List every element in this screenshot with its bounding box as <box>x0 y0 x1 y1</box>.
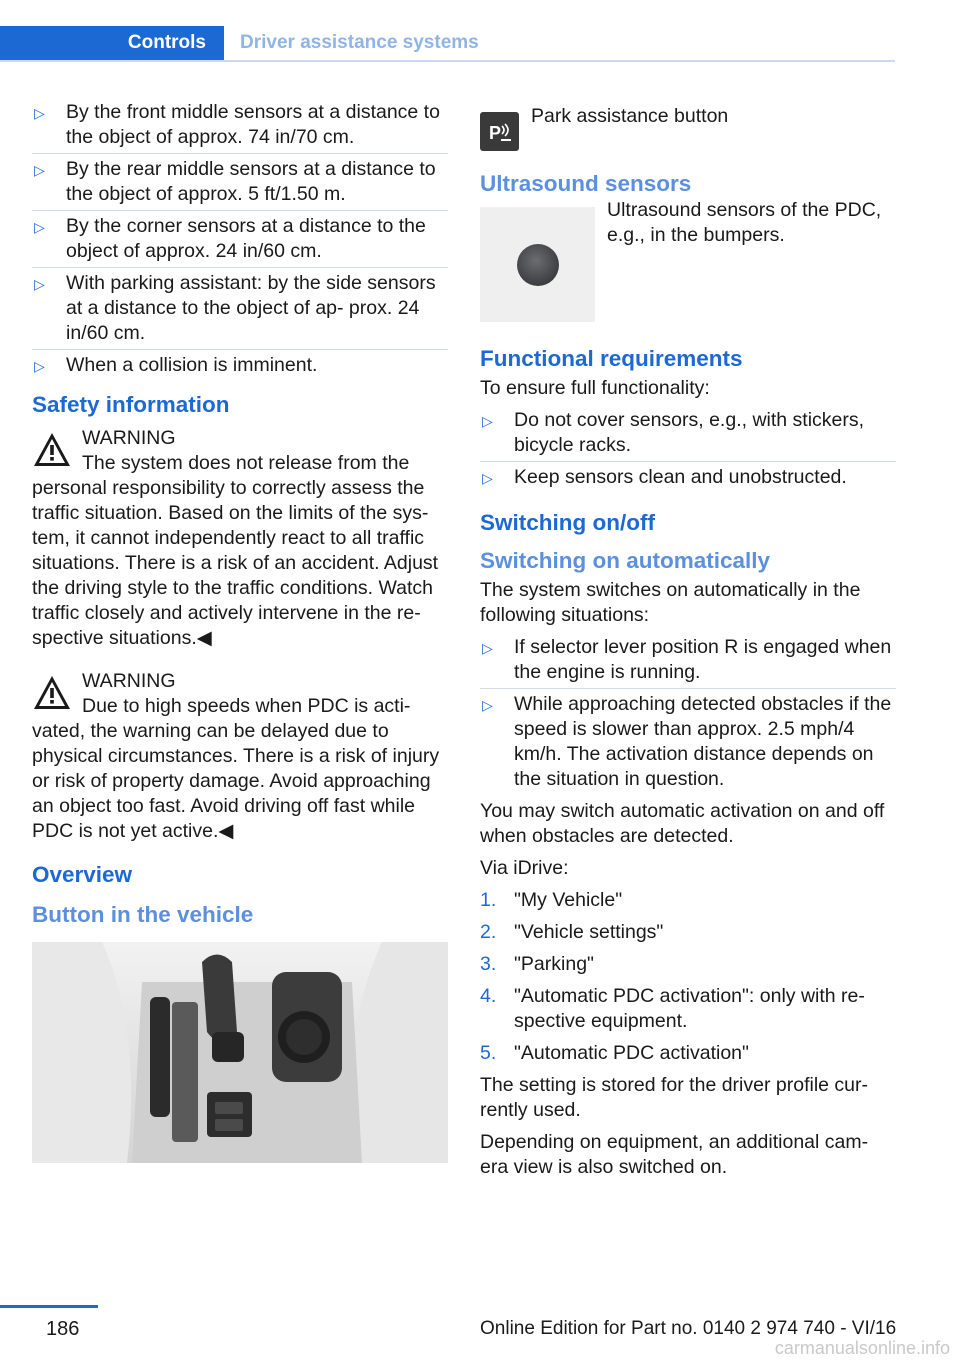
idrive-steps <box>480 888 896 1066</box>
triangle-bullet-icon: ▷ <box>482 413 493 429</box>
list-item: ▷ By the rear middle sensors at a distance to the object of approx. 5 ft/1.50 m. <box>32 157 448 207</box>
triangle-bullet-icon: ▷ <box>482 697 493 713</box>
list-item: ▷ While approaching detected obstacles if the speed is slower than approx. 2.5 mph/4 km/h. The activation distance depends on the situation in question. <box>482 693 892 790</box>
list-item: ▷ With parking assistant: by the side sensors at a distance to the object of ap‐ prox. 24 in/60 cm. <box>32 271 448 346</box>
warning-trigger-list <box>32 100 448 378</box>
divider <box>32 349 448 350</box>
auto-note: You may switch automatic activation on and off when obstacles are detected. <box>480 800 885 847</box>
list-item: ▷ If selector lever position R is engaged when the engine is running. <box>480 635 896 685</box>
via-idrive: Via iDrive: <box>480 857 569 879</box>
stored-text: The setting is stored for the driver profile cur‐ rently used. <box>480 1074 868 1121</box>
watermark: carmanualsonline.info <box>774 1338 950 1358</box>
warning-block-1 <box>32 426 448 651</box>
functional-heading: Functional requirements <box>480 346 743 371</box>
header-divider <box>0 60 895 62</box>
divider <box>480 688 896 689</box>
page-header <box>0 26 895 62</box>
warning-block-2 <box>32 669 448 844</box>
park-assist-label: Park assistance button <box>531 105 729 127</box>
parking-sensor-icon <box>486 118 514 146</box>
list-item: 2. "Vehicle settings" <box>480 921 664 943</box>
divider <box>32 210 448 211</box>
center-console-photo <box>32 942 448 1163</box>
divider <box>32 153 448 154</box>
functional-intro: To ensure full functionality: <box>480 377 710 399</box>
triangle-bullet-icon: ▷ <box>482 470 493 486</box>
divider <box>480 461 896 462</box>
section-tab-controls: Controls <box>0 26 224 60</box>
warning-text: Due to high speeds when PDC is acti‐ vated, the warning can be delayed due to physical circumstances. There is a risk of injury or risk of property damage. Avoid approaching an object too fast. Avoid driving off fast while PDC is not yet active.◀ <box>32 695 440 842</box>
ultrasound-sensor-image <box>480 207 595 322</box>
list-item: ▷ Keep sensors clean and unobstructed. <box>480 465 896 490</box>
camera-text: Depending on equipment, an additional cam‐ era view is also switched on. <box>480 1131 869 1178</box>
left-column <box>32 100 448 1163</box>
list-item: ▷ By the front middle sensors at a distance to the object of approx. 74 in/70 cm. <box>32 100 448 150</box>
overview-heading: Overview <box>32 862 133 887</box>
section-tab-driver-assistance: Driver assistance systems <box>240 32 479 53</box>
footer-accent-line <box>0 1305 98 1308</box>
warning-triangle-icon <box>32 430 72 470</box>
warning-triangle-icon <box>32 673 72 713</box>
switching-heading: Switching on/off <box>480 510 655 535</box>
ultrasound-sensor-row <box>480 187 896 322</box>
right-column <box>480 104 896 1187</box>
svg-text:P: P <box>488 122 501 143</box>
auto-heading: Switching on automatically <box>480 548 771 573</box>
safety-heading: Safety information <box>32 392 230 417</box>
triangle-bullet-icon: ▷ <box>482 640 493 656</box>
list-item: 1. "My Vehicle" <box>480 889 623 911</box>
list-item: ▷ Do not cover sensors, e.g., with stickers, bicycle racks. <box>480 408 896 458</box>
button-in-vehicle-heading: Button in the vehicle <box>32 902 254 927</box>
center-console-illustration <box>32 942 448 1163</box>
triangle-bullet-icon: ▷ <box>34 162 45 178</box>
list-item: ▷ By the corner sensors at a distance to the object of approx. 24 in/60 cm. <box>32 214 448 264</box>
sensor-icon <box>517 244 559 286</box>
page-number: 186 <box>46 1318 80 1340</box>
ultrasound-heading: Ultrasound sensors <box>480 171 692 196</box>
list-item: ▷ When a collision is imminent. <box>32 353 448 378</box>
functional-list <box>480 408 896 490</box>
park-assist-button-icon <box>480 112 519 151</box>
warning-title: WARNING <box>82 670 176 692</box>
list-item: 5. "Automatic PDC activation" <box>480 1042 749 1064</box>
park-assist-button-row <box>480 104 896 151</box>
triangle-bullet-icon: ▷ <box>34 276 45 292</box>
auto-list <box>480 635 896 792</box>
list-item: 3. "Parking" <box>480 953 594 975</box>
ultrasound-text: Ultrasound sensors of the PDC, e.g., in the bumpers. <box>607 199 882 246</box>
list-item: 4. "Automatic PDC activation": only with re‐ spective equipment. <box>480 985 865 1032</box>
edition-text: Online Edition for Part no. 0140 2 974 740 - VI/16 <box>480 1318 897 1339</box>
triangle-bullet-icon: ▷ <box>34 105 45 121</box>
auto-intro: The system switches on automatically in the following situations: <box>480 579 861 626</box>
warning-title: WARNING <box>82 427 176 449</box>
triangle-bullet-icon: ▷ <box>34 219 45 235</box>
triangle-bullet-icon: ▷ <box>34 358 45 374</box>
divider <box>32 267 448 268</box>
warning-text: The system does not release from the personal responsibility to correctly assess the traffic situation. Based on the limits of the sys‐ tem, it cannot independently react to all traffic situations. There is a risk of an accident. Adjust the driving style to the traffic conditions. Watch traffic closely and actively intervene in the re‐ spective situations.◀ <box>32 452 439 649</box>
